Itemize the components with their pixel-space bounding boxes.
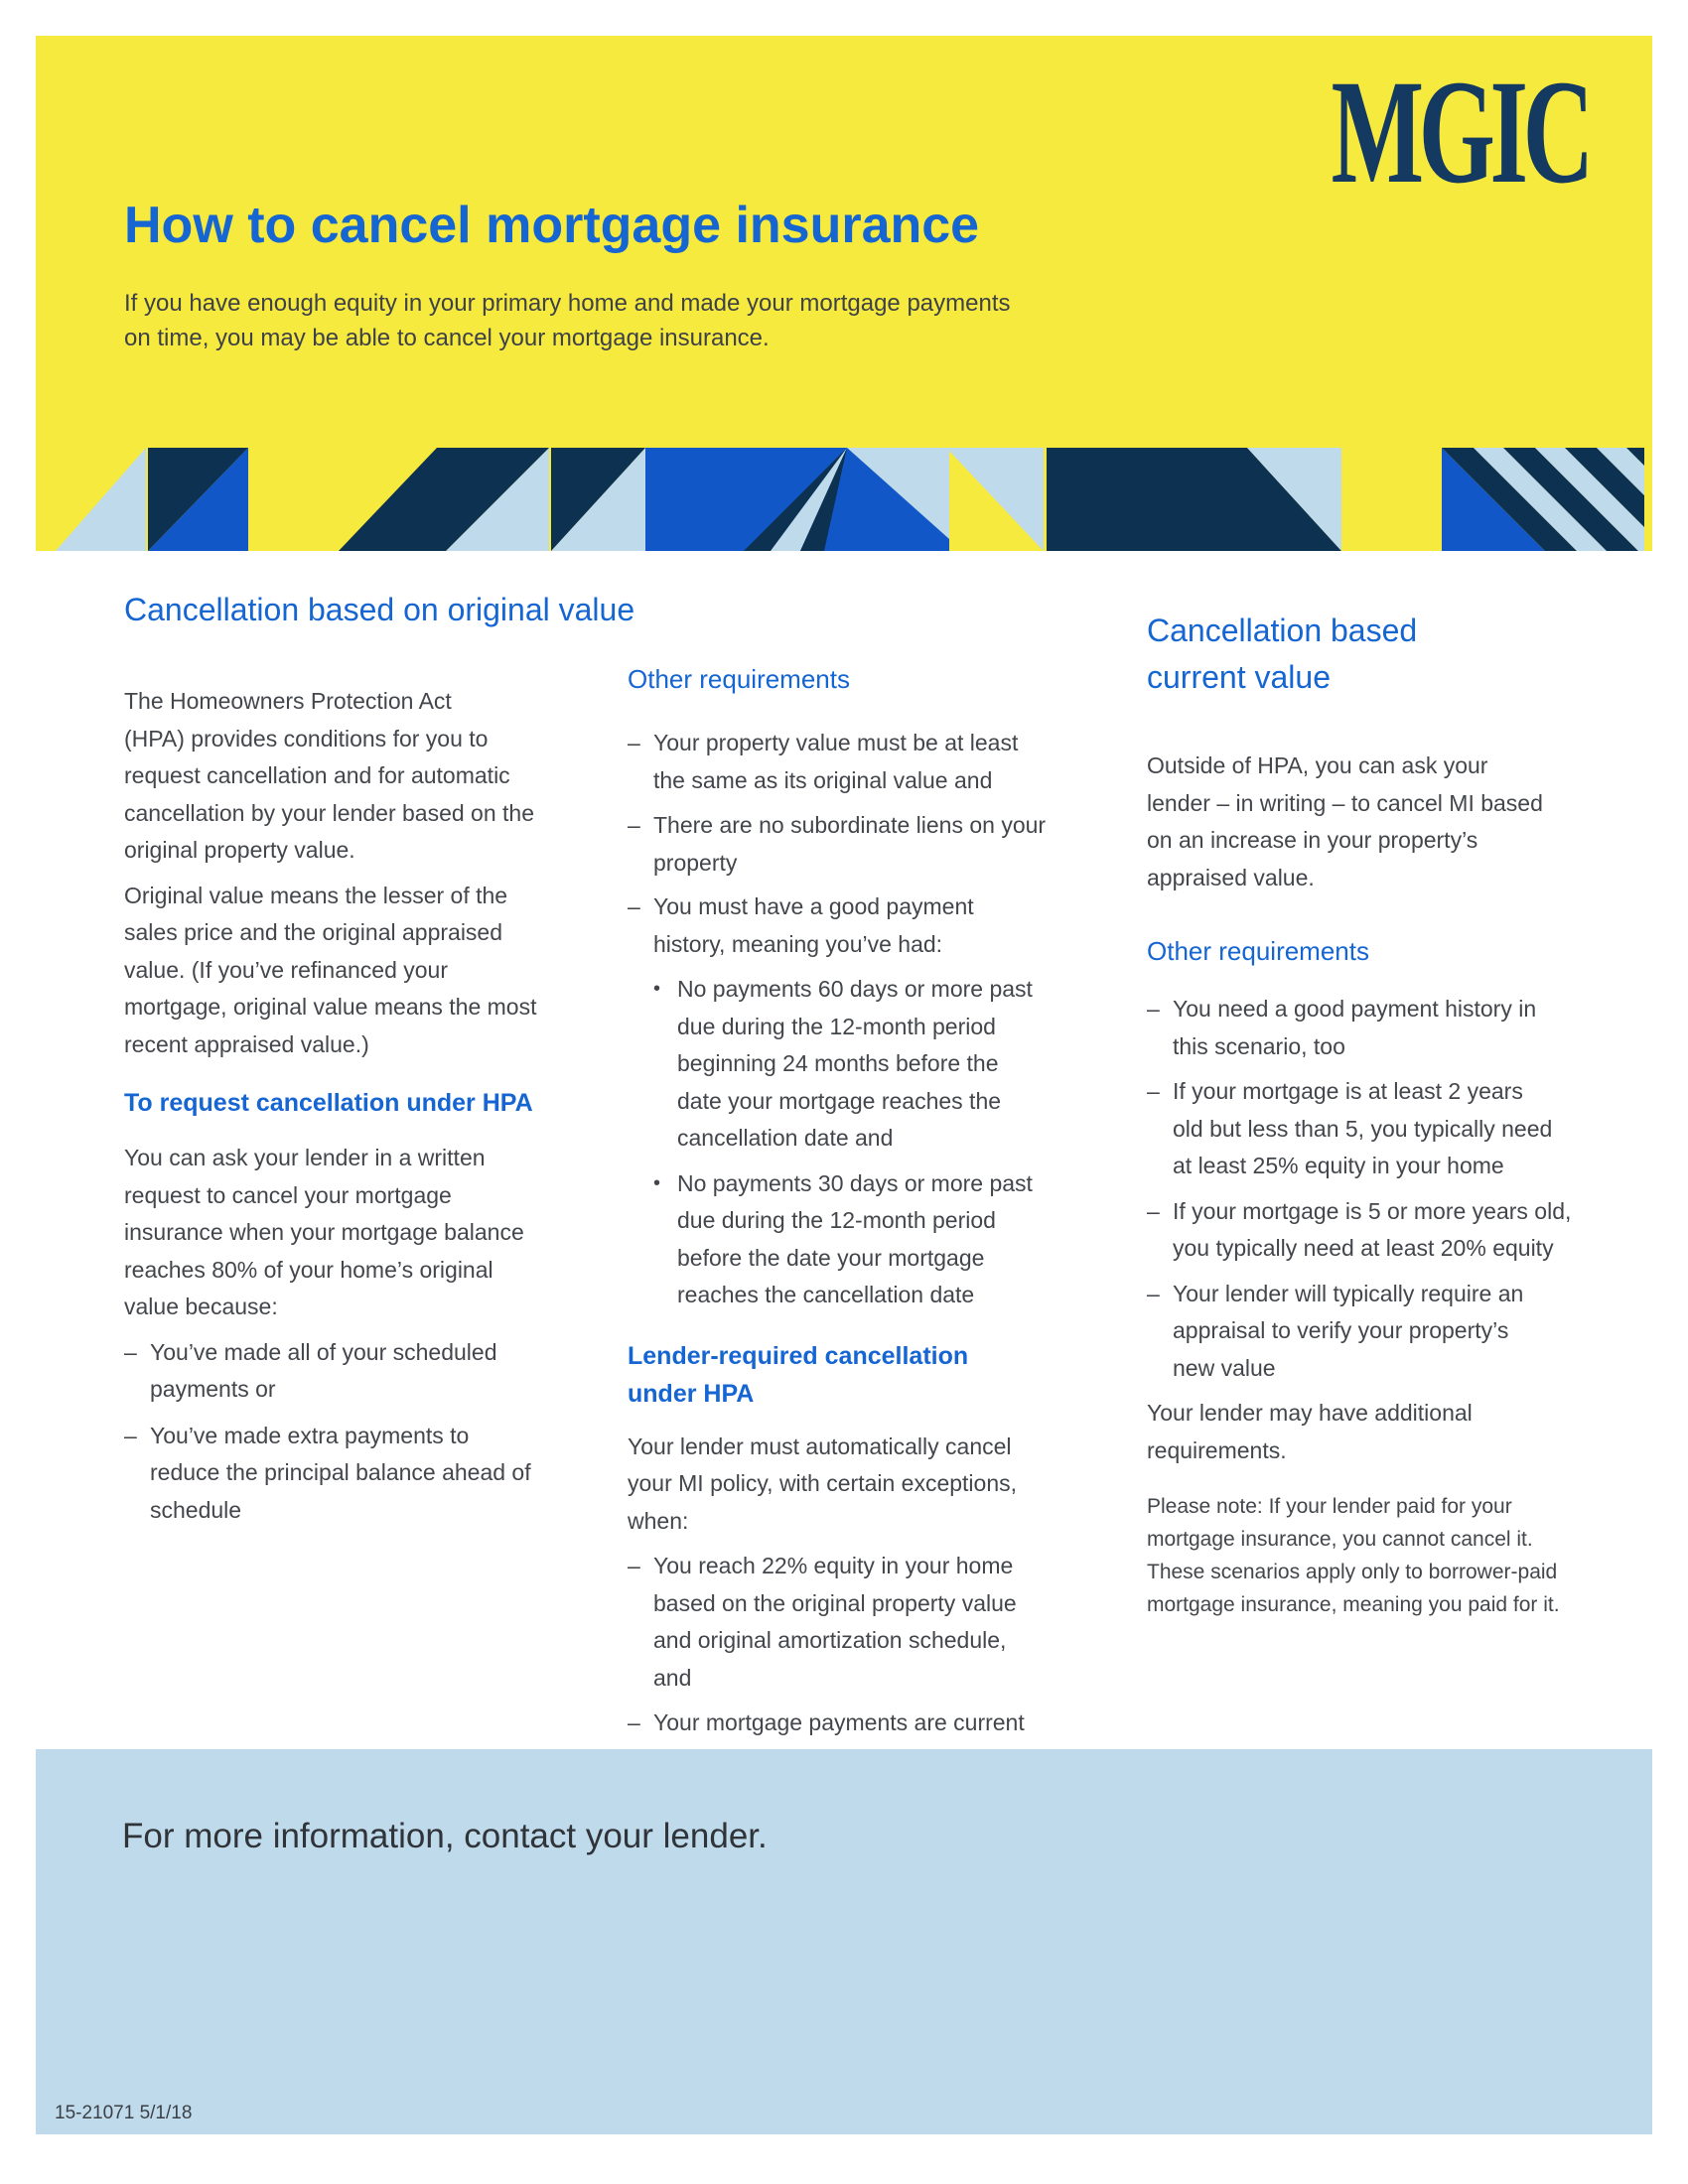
footer-cta: For more information, contact your lender. bbox=[122, 1817, 768, 1855]
subhead-request-cancellation: To request cancellation under HPA bbox=[124, 1089, 533, 1117]
heading-other-requirements: Other requirements bbox=[628, 664, 850, 694]
sub-list-item bbox=[653, 1165, 1094, 1314]
note-paragraph: Please note: If your lender paid for your mortgage insurance, you cannot cancel it. These scenarios apply only to borrower-paid mortgage insurance, meaning you paid for it. bbox=[1147, 1495, 1560, 1616]
list-item-text: You’ve made extra payments to reduce the principal balance ahead of schedule bbox=[150, 1422, 531, 1523]
list-item bbox=[628, 725, 1094, 799]
list-item-text: There are no subordinate liens on your property bbox=[653, 812, 1047, 876]
list-item-text: You reach 22% equity in your home based on the original property value and original amortization schedule, and bbox=[653, 1553, 1017, 1691]
list-item-text: You must have a good payment history, meaning you’ve had: bbox=[653, 893, 974, 957]
doc-code: 15-21071 5/1/18 bbox=[55, 2103, 193, 2123]
dash-marker: – bbox=[628, 812, 640, 838]
list-item bbox=[124, 1418, 601, 1530]
list-item bbox=[1147, 1276, 1643, 1388]
list-item bbox=[1147, 991, 1643, 1065]
list-item bbox=[1147, 1073, 1643, 1185]
list-item-text: If your mortgage is at least 2 years old but less than 5, you typically need at least 25% equity in your home bbox=[1173, 1078, 1553, 1178]
list-item bbox=[628, 807, 1094, 882]
page-subtitle: If you have enough equity in your primary home and made your mortgage payments on time, you may be able to cancel your mortgage insurance. bbox=[124, 290, 1011, 351]
paragraph: Your lender must automatically cancel your MI policy, with certain exceptions, when: bbox=[628, 1433, 1018, 1534]
list-item bbox=[628, 888, 1094, 963]
yellow-header bbox=[36, 36, 1652, 551]
paragraph: Original value means the lesser of the sales price and the original appraised value. (If you’ve refinanced your mortgage, original value means the most recent appraised value.) bbox=[124, 882, 537, 1057]
list-item bbox=[628, 1705, 1094, 1742]
list-item-text: You’ve made all of your scheduled payments or bbox=[150, 1338, 497, 1402]
dot-marker: • bbox=[653, 1171, 661, 1194]
list-item-text: You need a good payment history in this scenario, too bbox=[1173, 996, 1537, 1059]
column-current-value bbox=[1147, 608, 1643, 1621]
section-heading-current-value: Cancellation based current value bbox=[1147, 613, 1418, 695]
sub-list-item bbox=[653, 971, 1094, 1158]
mgic-logo: MGIC bbox=[1331, 50, 1589, 214]
list-item-text: Your lender will typically require an appraisal to verify your property’s new value bbox=[1173, 1280, 1524, 1381]
dash-marker: – bbox=[628, 893, 640, 919]
column-original-value bbox=[124, 588, 635, 1529]
list-item bbox=[124, 1334, 601, 1409]
dash-marker: – bbox=[1147, 1280, 1160, 1306]
dash-marker: – bbox=[1147, 1078, 1160, 1104]
paragraph: Outside of HPA, you can ask your lender – in writing – to cancel MI based on an increase in your property’s appraised value. bbox=[1147, 752, 1543, 890]
dash-marker: – bbox=[628, 730, 640, 755]
list-item bbox=[1147, 1193, 1643, 1268]
list-item-text: Your property value must be at least the same as its original value and bbox=[653, 730, 1019, 793]
dash-marker: – bbox=[1147, 996, 1160, 1022]
heading-other-requirements: Other requirements bbox=[1147, 936, 1369, 966]
footer-band bbox=[36, 1749, 1652, 2134]
list-item-text: If your mortgage is 5 or more years old, you typically need at least 20% equity bbox=[1173, 1197, 1572, 1261]
paragraph: You can ask your lender in a written request to cancel your mortgage insurance when your mortgage balance reaches 80% of your home’s original value because: bbox=[124, 1145, 524, 1319]
list-item-text: Your mortgage payments are current bbox=[653, 1709, 1025, 1735]
page-title: How to cancel mortgage insurance bbox=[124, 197, 980, 254]
dash-marker: – bbox=[628, 1709, 640, 1735]
paragraph: Your lender may have additional requirements. bbox=[1147, 1400, 1473, 1463]
list-item bbox=[628, 1548, 1094, 1697]
column-other-requirements bbox=[628, 663, 1094, 1742]
dash-marker: – bbox=[1147, 1197, 1160, 1224]
paragraph: The Homeowners Protection Act (HPA) provides conditions for you to request cancellation and for automatic cancellation by your lender based on the original property value. bbox=[124, 688, 535, 863]
decorative-triangle-band bbox=[36, 448, 1652, 551]
list-item-text: No payments 30 days or more past due during the 12-month period before the date your mortgage reaches the cancellation date bbox=[677, 1169, 1033, 1307]
dash-marker: – bbox=[628, 1553, 640, 1578]
dash-marker: – bbox=[124, 1338, 137, 1365]
list-item-text: No payments 60 days or more past due during the 12-month period beginning 24 months before the date your mortgage reaches the cancellation date and bbox=[677, 976, 1033, 1151]
section-heading-original-value: Cancellation based on original value bbox=[124, 592, 635, 627]
dash-marker: – bbox=[124, 1422, 137, 1448]
subhead-lender-required: Lender-required cancellation under HPA bbox=[628, 1341, 969, 1408]
dot-marker: • bbox=[653, 978, 661, 1000]
